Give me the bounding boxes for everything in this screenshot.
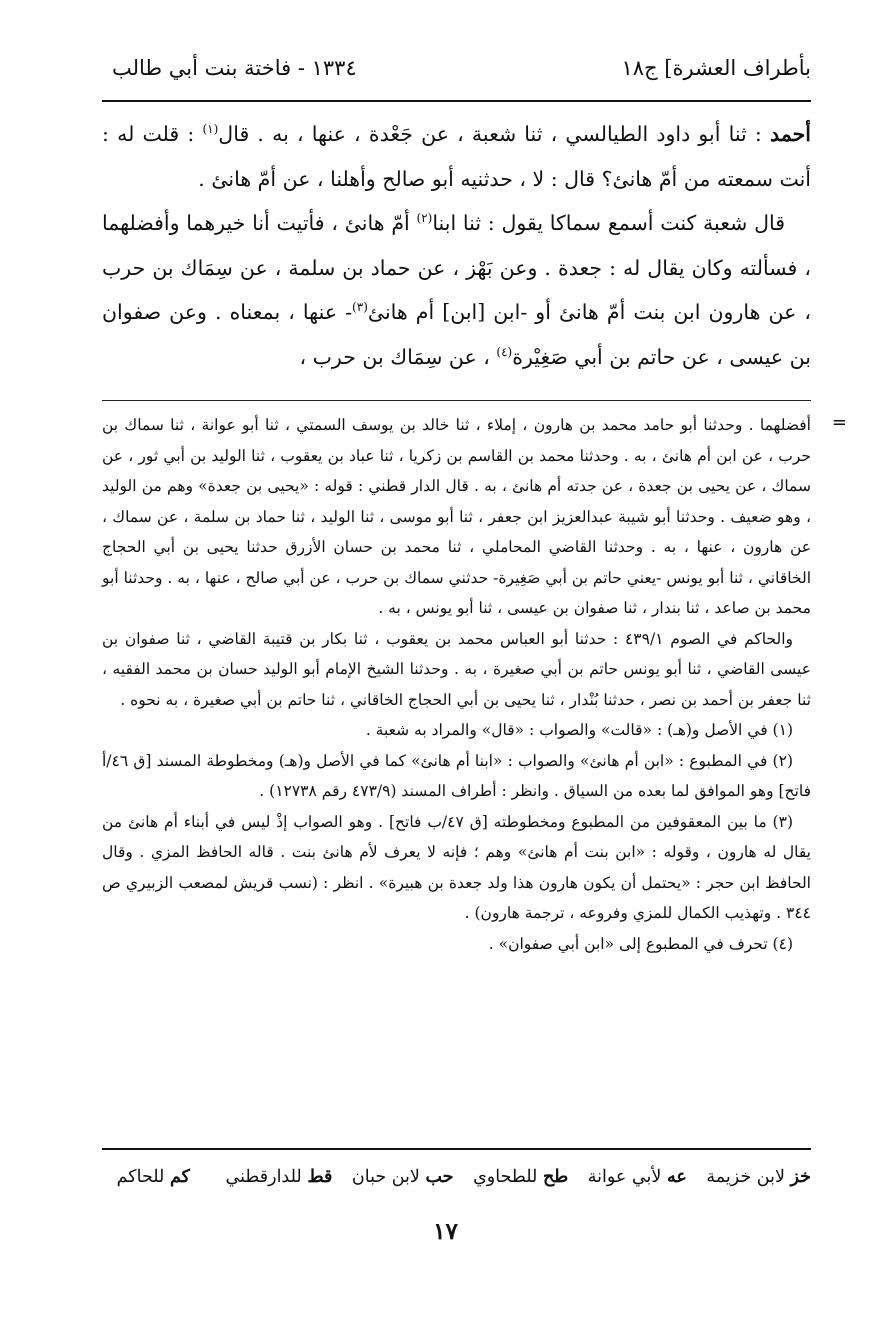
page-number: ١٧ [433, 1218, 458, 1245]
footnote-2: (٢) في المطبوع : «ابن أم هانئ» والصواب : «ابنا أم هانئ» كما في الأصل و(هـ) ومخطوطة المسند [ق ٤٦/أ فاتح] وهو الموافق لما بعده من السياق . وانظر : أطراف المسند (٤٧٣/٩ رقم ١٢٧٣٨) . [102, 751, 811, 800]
footnote-ref-2: (٢) [416, 211, 433, 226]
note-continued: أفضلهما . وحدثنا أبو حامد محمد بن هارون ، إملاء ، ثنا خالد بن يوسف السمتي ، ثنا أبو عوانة ، ثنا سماك بن حرب ، عن ابن أم هانئ ، به . وحدثنا محمد بن القاسم بن زكريا ، ثنا عباد بن يعقوب ، ثنا الوليد بن أبي ثور ، عن سماك ، عن يحيى بن جعدة ، عن جدته أم هانئ ، به . قال الدار قطني : قوله : «يحيى بن جعدة» وهم من الوليد ، وهو ضعيف . وحدثنا أبو شيبة عبدالعزيز ابن جعفر ، ثنا أبو موسى ، ثنا الوليد ، ثنا حماد بن سلمة ، عن سماك ، عن هارون ، عنها ، به . وحدثنا القاضي المحاملي ، ثنا محمد بن حسان الأزرق حدثنا يحيى بن أبي الحجاج الخاقاني ، ثنا أبو يونس -يعني حاتم بن أبي صَغِيرة- حدثني سماك بن حرب ، عن أبي صالح ، عنها ، به . وحدثنا أبو محمد بن صاعد ، ثنا بندار ، ثنا صفوان بن عيسى ، ثنا أبو يونس ، به . [102, 416, 811, 617]
header-hadith-title: ١٣٣٤ - فاختة بنت أبي طالب [112, 56, 357, 80]
legend-abbr: كم [169, 1167, 190, 1187]
legend-label: لأبي عوانة [587, 1167, 662, 1187]
legend-abbr: قط [307, 1167, 333, 1187]
footnote-ref-4: (٤) [496, 344, 513, 359]
source-name: أحمد [770, 122, 811, 146]
legend-item [588, 1167, 687, 1187]
legend-label: للطحاوي [473, 1167, 538, 1187]
legend-label: لابن حبان [351, 1167, 420, 1187]
legend-abbr: طح [542, 1167, 569, 1187]
main-text-run: قال شعبة كنت أسمع سماكا يقول : ثنا ابنا [432, 211, 786, 235]
main-text-run: ، عن سِمَاك بن حرب ، [299, 344, 497, 369]
main-text-run: - عنها ، بمعناه . وعن صفوان بن عيسى ، عن حاتم بن أبي صَغِيْرة [102, 300, 811, 369]
legend-item [352, 1167, 454, 1187]
footnote-4: (٤) تحرف في المطبوع إلى «ابن أبي صفوان» . [488, 934, 793, 953]
main-text-run: : ثنا أبو داود الطيالسي ، ثنا شعبة ، عن جَعْدة ، عنها ، به . قال [218, 122, 770, 146]
footnote-ref-3: (٣) [352, 300, 368, 315]
legend-label: للدارقطني [225, 1167, 302, 1187]
footnote-ref-1: (١) [202, 122, 219, 137]
note-hakim: والحاكم في الصوم ٤٣٩/١ : حدثنا أبو العباس محمد بن يعقوب ، ثنا بكار بن قتيبة القاضي ، ثنا صفوان بن عيسى القاضي ، ثنا أبو يونس حاتم بن أبي صغيرة ، به . وحدثنا الشيخ الإمام أبو الوليد حسان بن محمد الفقيه ، ثنا جعفر بن أحمد بن نصر ، حدثنا بُنْدار ، ثنا يحيى بن أبي الحجاج الخاقاني ، ثنا حاتم بن أبي صغيرة ، به نحوه . [102, 629, 811, 709]
notes-separator [102, 400, 811, 401]
legend-abbr: خز [790, 1167, 811, 1187]
main-paragraph-2 [102, 201, 811, 379]
header-rule [102, 100, 811, 102]
abbreviation-legend [102, 1160, 811, 1194]
notes-section [102, 410, 811, 959]
legend-label: لابن خزيمة [706, 1167, 785, 1187]
legend-label: للحاكم [116, 1167, 165, 1187]
running-header [104, 50, 811, 96]
continuation-mark: = [831, 412, 847, 433]
legend-rule [102, 1148, 811, 1150]
legend-item [706, 1167, 811, 1187]
footnote-3: (٣) ما بين المعقوفين من المطبوع ومخطوطته [ق ٤٧/ب فاتح] . وهو الصواب إذْ ليس في أبناء أم هانئ من يقال له هارون ، وقوله : «ابن بنت أم هانئ» وهم ؛ فإنه لا يعرف لأم هانئ بنت . قاله الحافظ المزي . وقال الحافظ ابن حجر : «يحتمل أن يكون هارون هذا ولد جعدة بن هبيرة» . انظر : (نسب قريش لمصعب الزبيري ص ٣٤٤ . وتهذيب الكمال للمزي وفروعه ، ترجمة هارون) . [102, 812, 811, 922]
footnote-1: (١) في الأصل و(هـ) : «قالت» والصواب : «قال» والمراد به شعبة . [365, 721, 793, 739]
main-text-run: أمّ هانئ ، فأتيت أنا خيرهما وأفضلهما ، فسألته وكان يقال له : جعدة . وعن بَهْز ، عن حماد بن سلمة ، عن سِمَاك بن حرب ، عن هارون ابن بنت أمّ هانئ أو -ابن [ابن] أم هانئ [102, 211, 811, 324]
legend-item [226, 1167, 333, 1187]
main-text-run: : قلت له : أنت سمعته من أمّ هانئ؟ قال : لا ، حدثنيه أبو صالح وأهلنا ، عن أمّ هانئ . [102, 122, 811, 191]
legend-abbr: حب [425, 1167, 454, 1187]
legend-item [117, 1167, 190, 1187]
main-paragraph-1 [102, 112, 811, 201]
legend-item [473, 1167, 568, 1187]
legend-abbr: عه [666, 1167, 687, 1187]
main-text [102, 112, 811, 379]
header-book-reference: بأطراف العشرة] ج١٨ [621, 56, 811, 80]
